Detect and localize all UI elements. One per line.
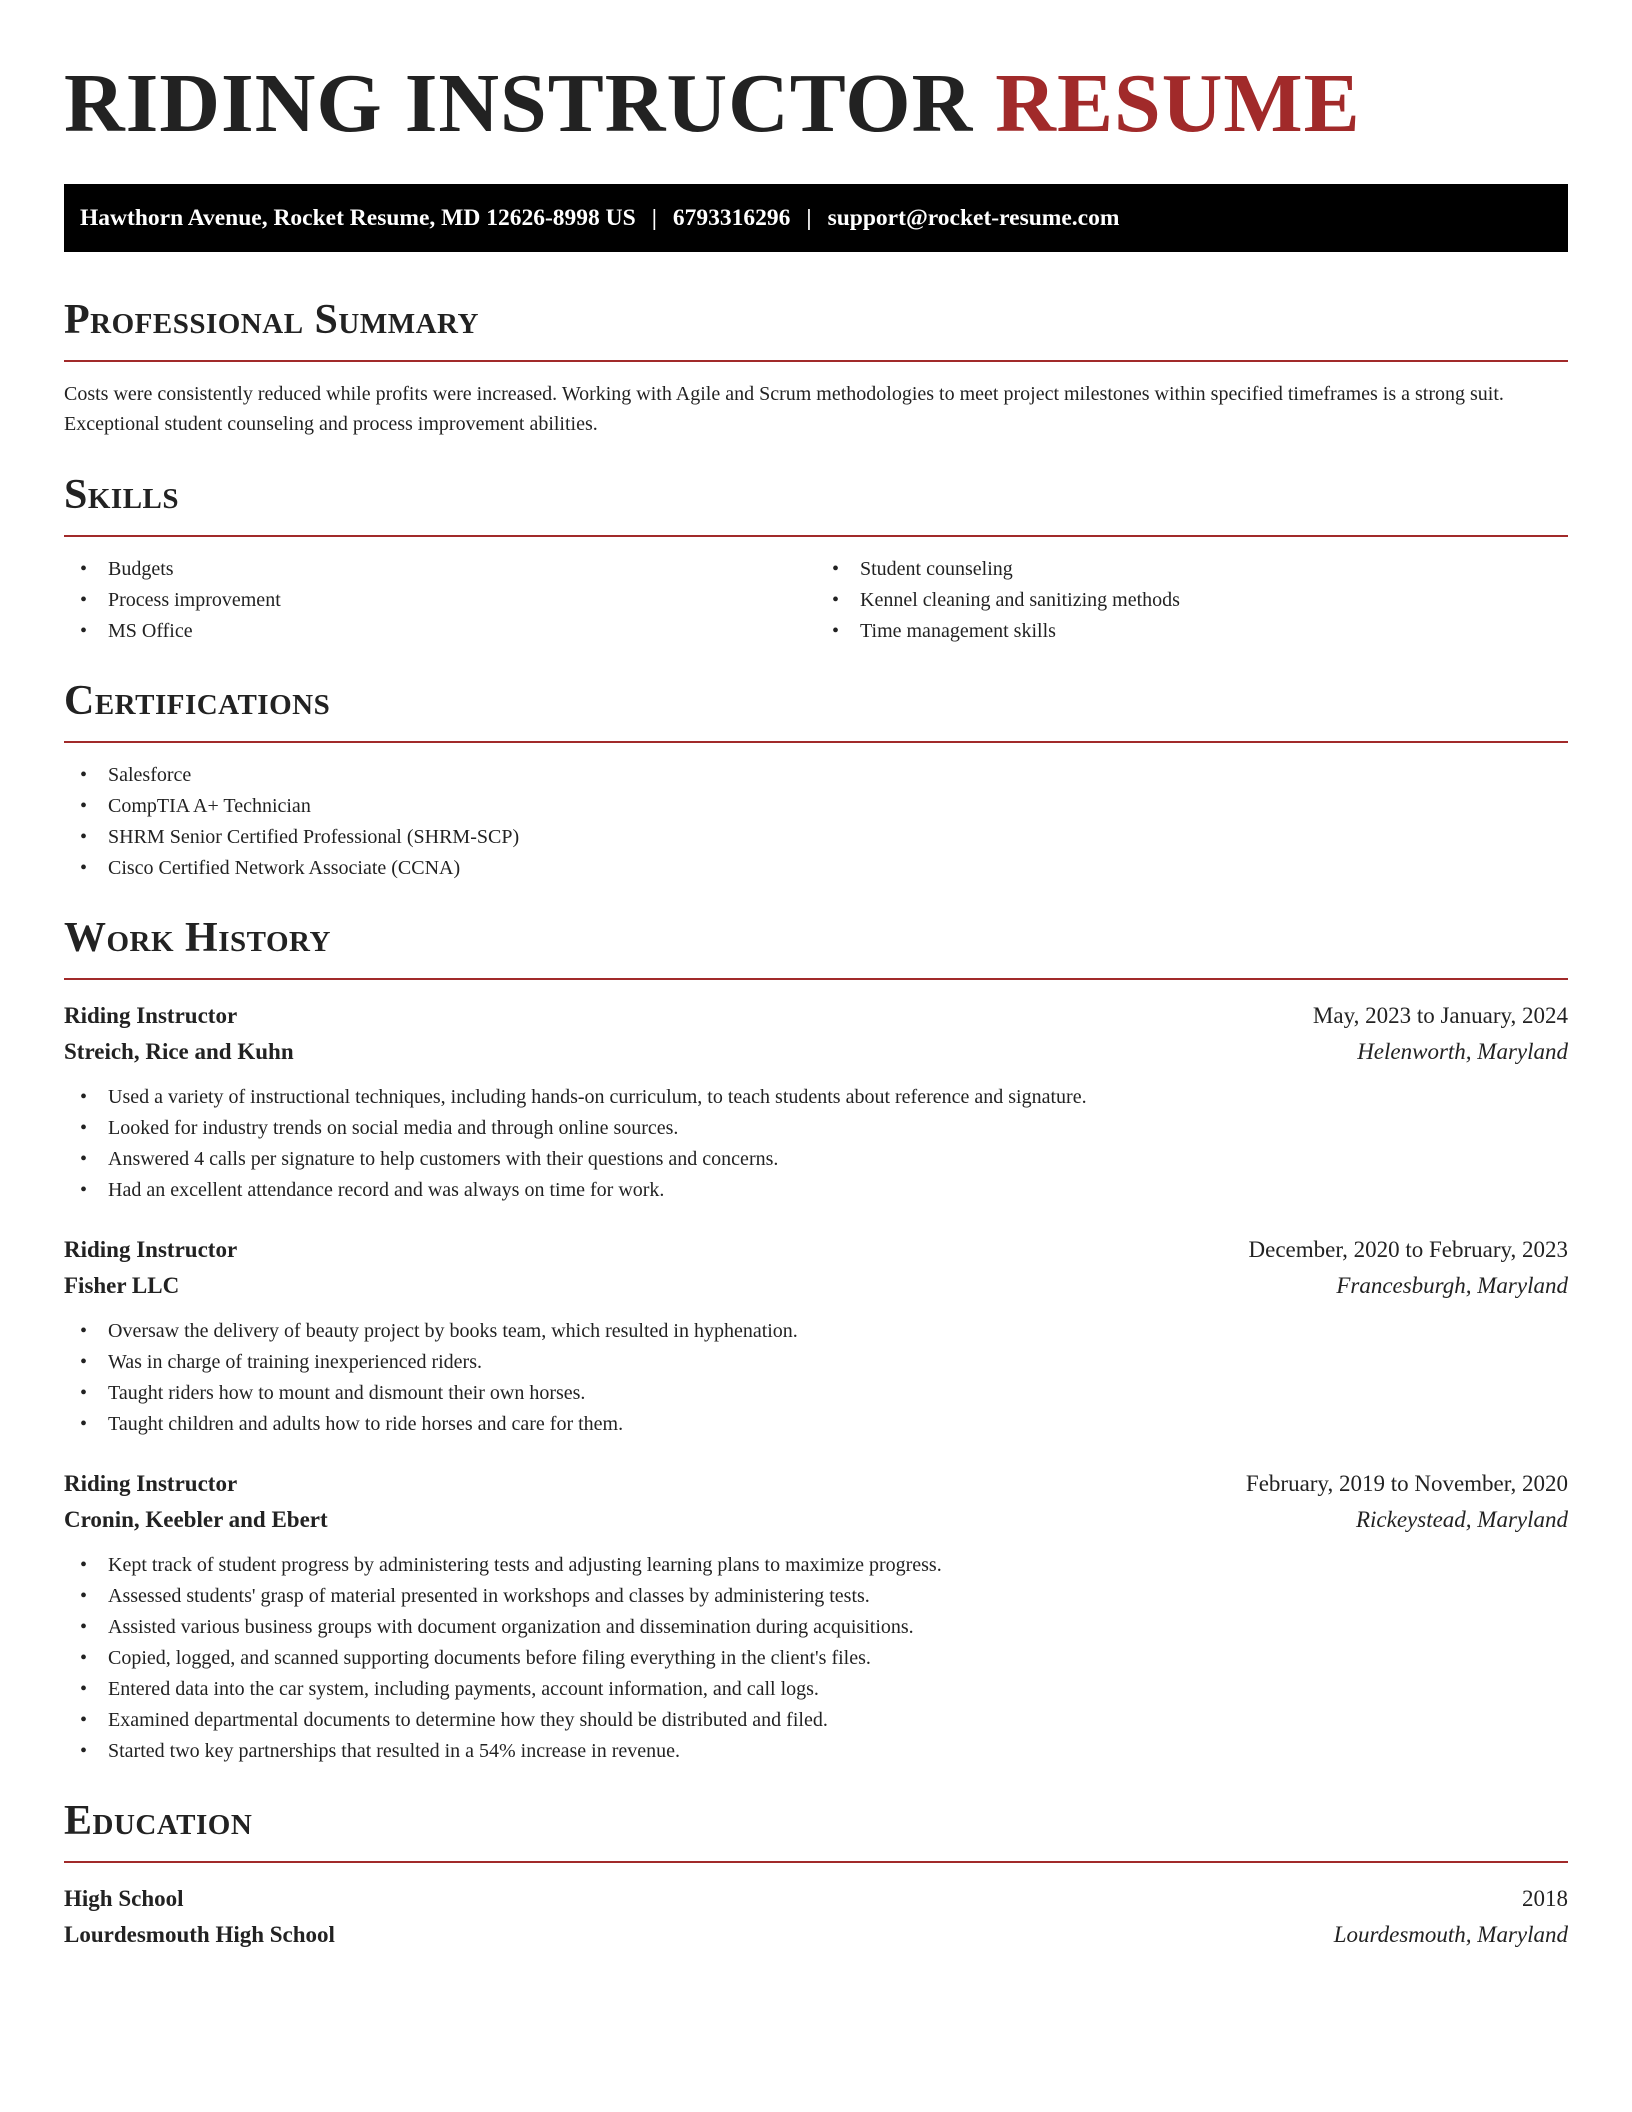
summary-text: Costs were consistently reduced while profits were increased. Working with Agile and Scrum methodologies to meet project milestones within specified timeframes is a strong suit. Exceptional student counseling and process improvement abilities.	[64, 383, 1504, 435]
list-item: • Examined departmental documents to determine how they should be distributed and filed.	[64, 1705, 1568, 1736]
list-item: • Salesforce	[64, 760, 1568, 791]
skills-grid	[64, 554, 1568, 647]
job-dates: February, 2019 to November, 2020	[1245, 1471, 1568, 1496]
education-school-row	[64, 1917, 1568, 1953]
skills-section	[64, 469, 1568, 647]
job-location: Francesburgh, Maryland	[1336, 1273, 1568, 1298]
list-item: • Kept track of student progress by administering tests and adjusting learning plans to maximize progress.	[64, 1550, 1568, 1581]
list-item: • Taught riders how to mount and dismount their own horses.	[64, 1378, 1568, 1409]
job-bullets	[64, 1316, 1568, 1440]
education-section	[64, 1795, 1568, 1953]
resume-title	[64, 52, 1568, 156]
list-item: • Cisco Certified Network Associate (CCNA)	[64, 853, 1568, 884]
job-location: Rickeystead, Maryland	[1355, 1507, 1568, 1532]
education-heading: Education	[64, 1798, 253, 1844]
job-entry	[64, 1466, 1568, 1767]
section-divider	[64, 535, 1568, 537]
job-entry	[64, 998, 1568, 1206]
job-company-row	[64, 1268, 1568, 1304]
education-degree-row	[64, 1881, 1568, 1917]
list-item: • Student counseling	[816, 554, 1568, 585]
education-school: Lourdesmouth High School	[64, 1922, 335, 1947]
list-item: • Started two key partnerships that resulted in a 54% increase in revenue.	[64, 1736, 1568, 1767]
skills-list-right	[816, 554, 1568, 647]
list-item: • Was in charge of training inexperienced riders.	[64, 1347, 1568, 1378]
title-main: RIDING INSTRUCTOR	[64, 57, 974, 150]
job-bullets	[64, 1082, 1568, 1206]
education-degree: High School	[64, 1886, 184, 1911]
list-item: • Kennel cleaning and sanitizing methods	[816, 585, 1568, 616]
certifications-heading: Certifications	[64, 678, 331, 724]
job-company: Cronin, Keebler and Ebert	[64, 1507, 328, 1532]
section-divider	[64, 978, 1568, 980]
job-company-row	[64, 1502, 1568, 1538]
summary-heading: Professional Summary	[64, 297, 479, 343]
list-item: • Taught children and adults how to ride horses and care for them.	[64, 1409, 1568, 1440]
list-item: • Budgets	[64, 554, 816, 585]
list-item: • Time management skills	[816, 616, 1568, 647]
job-bullets	[64, 1550, 1568, 1767]
contact-separator: |	[806, 204, 812, 231]
skills-heading: Skills	[64, 472, 180, 518]
list-item: • Assisted various business groups with document organization and dissemination during acquisitions.	[64, 1612, 1568, 1643]
job-company: Streich, Rice and Kuhn	[64, 1039, 294, 1064]
job-header-row	[64, 998, 1568, 1034]
list-item: • MS Office	[64, 616, 816, 647]
contact-phone: 6793316296	[672, 204, 791, 231]
skills-list-left	[64, 554, 816, 647]
contact-email: support@rocket-resume.com	[827, 204, 1120, 231]
contact-separator: |	[651, 204, 657, 231]
list-item: • Oversaw the delivery of beauty project by books team, which resulted in hyphenation.	[64, 1316, 1568, 1347]
job-dates: May, 2023 to January, 2024	[1312, 1003, 1568, 1028]
list-item: • Used a variety of instructional techniques, including hands-on curriculum, to teach students about reference and signature.	[64, 1082, 1568, 1113]
job-entry	[64, 1232, 1568, 1440]
title-accent: RESUME	[995, 57, 1361, 150]
section-divider	[64, 741, 1568, 743]
job-header-row	[64, 1466, 1568, 1502]
list-item: • CompTIA A+ Technician	[64, 791, 1568, 822]
job-title: Riding Instructor	[64, 1237, 238, 1262]
work-history-heading: Work History	[64, 915, 331, 961]
contact-address: Hawthorn Avenue, Rocket Resume, MD 12626-8998 US	[80, 204, 636, 231]
job-location: Helenworth, Maryland	[1357, 1039, 1568, 1064]
summary-section	[64, 294, 1568, 439]
work-history-section	[64, 912, 1568, 1767]
section-divider	[64, 360, 1568, 362]
list-item: • Assessed students' grasp of material presented in workshops and classes by administering tests.	[64, 1581, 1568, 1612]
list-item: • Had an excellent attendance record and was always on time for work.	[64, 1175, 1568, 1206]
certifications-list	[64, 760, 1568, 884]
job-company-row	[64, 1034, 1568, 1070]
job-title: Riding Instructor	[64, 1003, 238, 1028]
job-company: Fisher LLC	[64, 1273, 180, 1298]
job-header-row	[64, 1232, 1568, 1268]
list-item: • SHRM Senior Certified Professional (SHRM-SCP)	[64, 822, 1568, 853]
certifications-section	[64, 675, 1568, 884]
education-entry	[64, 1881, 1568, 1953]
list-item: • Entered data into the car system, including payments, account information, and call logs.	[64, 1674, 1568, 1705]
section-divider	[64, 1861, 1568, 1863]
list-item: • Copied, logged, and scanned supporting documents before filing everything in the client's files.	[64, 1643, 1568, 1674]
education-location: Lourdesmouth, Maryland	[1333, 1922, 1568, 1947]
list-item: • Answered 4 calls per signature to help customers with their questions and concerns.	[64, 1144, 1568, 1175]
list-item: • Looked for industry trends on social media and through online sources.	[64, 1113, 1568, 1144]
contact-bar	[64, 184, 1568, 252]
job-dates: December, 2020 to February, 2023	[1248, 1237, 1568, 1262]
education-year: 2018	[1522, 1886, 1568, 1911]
list-item: • Process improvement	[64, 585, 816, 616]
job-title: Riding Instructor	[64, 1471, 238, 1496]
